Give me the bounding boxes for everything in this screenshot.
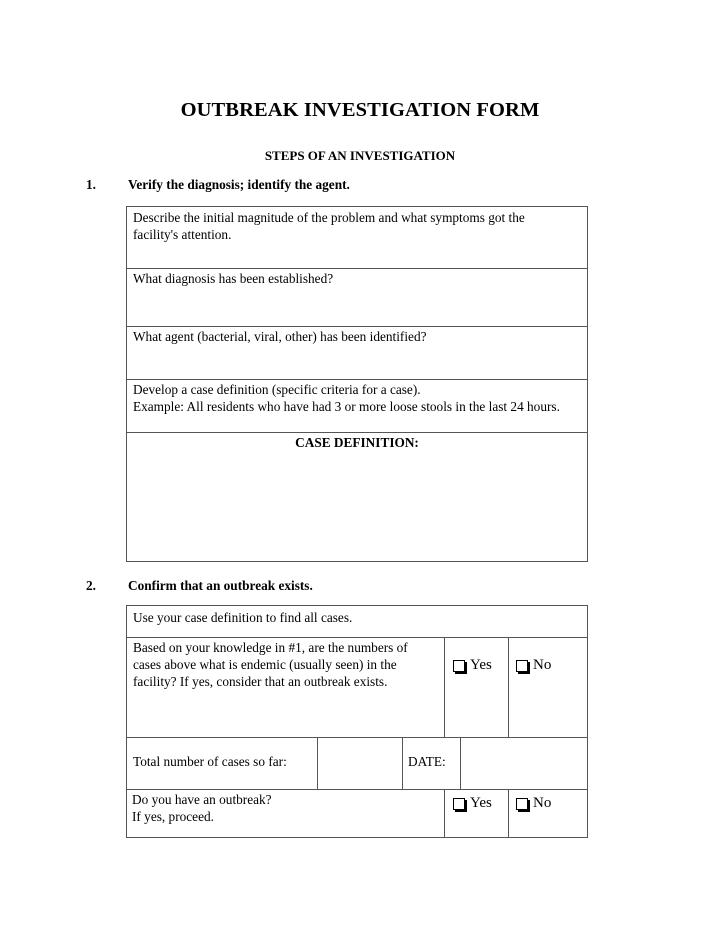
date-label: DATE:: [408, 754, 446, 769]
page-title: OUTBREAK INVESTIGATION FORM: [180, 99, 540, 121]
section-1-title: Verify the diagnosis; identify the agent.: [128, 177, 350, 192]
page-subtitle: STEPS OF AN INVESTIGATION: [264, 148, 456, 163]
case-definition-prompt: [133, 381, 578, 415]
diagnosis-field[interactable]: What diagnosis has been established?: [133, 271, 334, 286]
section-1-number: 1.: [86, 177, 96, 192]
checkbox-icon[interactable]: [516, 798, 528, 810]
magnitude-field[interactable]: Describe the initial magnitude of the problem and what symptoms got the facility's attention.: [133, 210, 525, 242]
outbreak-question: [132, 791, 432, 825]
outbreak-question-line2: If yes, proceed.: [132, 809, 214, 824]
yes-label: Yes: [470, 657, 492, 673]
no-label: No: [533, 795, 552, 811]
section-2-number: 2.: [86, 578, 96, 593]
yes-label: Yes: [470, 795, 492, 811]
total-cases-input[interactable]: [318, 738, 402, 788]
case-definition-prompt-line1: Develop a case definition (specific criteria for a case).: [133, 382, 421, 397]
endemic-no-option[interactable]: [516, 657, 551, 674]
outbreak-no-option[interactable]: [516, 795, 551, 812]
date-input[interactable]: [461, 738, 587, 788]
total-cases-label: Total number of cases so far:: [133, 754, 287, 769]
case-definition-input[interactable]: [127, 452, 587, 560]
section-2-title: Confirm that an outbreak exists.: [128, 578, 313, 593]
agent-field[interactable]: What agent (bacterial, viral, other) has been identified?: [133, 329, 427, 344]
checkbox-icon[interactable]: [453, 798, 465, 810]
outbreak-question-line1: Do you have an outbreak?: [132, 792, 272, 807]
endemic-yes-option[interactable]: [453, 657, 492, 674]
case-definition-label: CASE DEFINITION:: [295, 435, 419, 450]
section-1-heading: [86, 177, 350, 193]
case-definition-prompt-line2: Example: All residents who have had 3 or more loose stools in the last 24 hours.: [133, 399, 560, 414]
outbreak-yes-option[interactable]: [453, 795, 492, 812]
section-2-heading: [86, 578, 313, 594]
checkbox-icon[interactable]: [453, 660, 465, 672]
no-label: No: [533, 657, 552, 673]
checkbox-icon[interactable]: [516, 660, 528, 672]
endemic-question: Based on your knowledge in #1, are the numbers of cases above what is endemic (usually seen) in the facility? If yes, consider that an outbreak exists.: [133, 640, 408, 689]
find-cases-instruction: Use your case definition to find all cases.: [133, 610, 353, 625]
